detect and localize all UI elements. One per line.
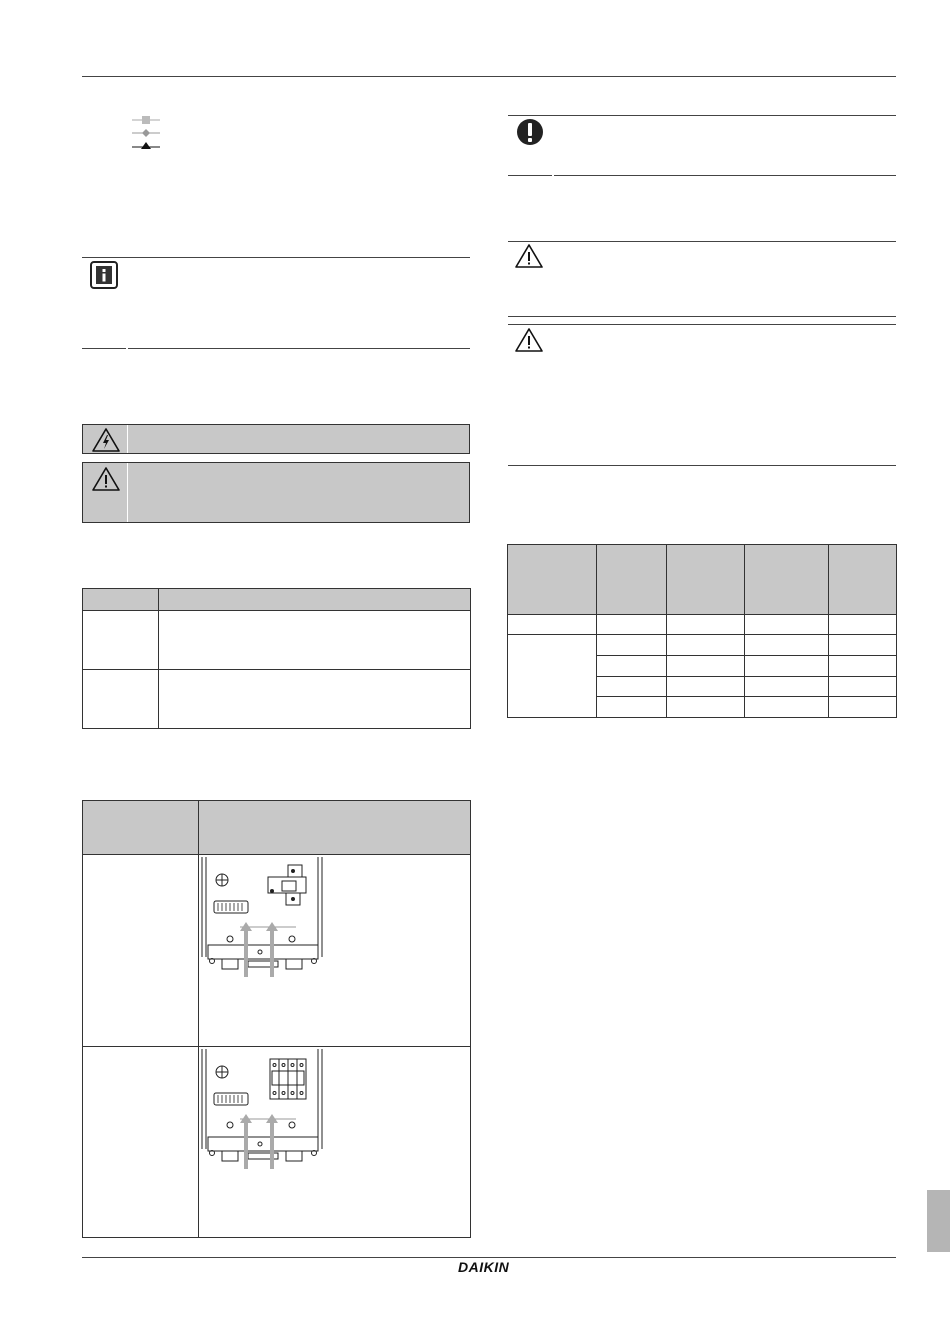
notice-box-bottom-rule: [554, 175, 896, 176]
notice-box-bottom-rule-short: [508, 175, 552, 176]
info-box: [82, 258, 470, 348]
terminal-box-diagram-2: [200, 1049, 325, 1174]
table-row-divider: [83, 1046, 470, 1047]
info-box-bottom-rule: [128, 348, 470, 349]
notice-box-top-rule: [508, 115, 896, 116]
info-box-bottom-rule-short: [82, 348, 126, 349]
warning-box-gray: [82, 462, 470, 523]
header-rule: [82, 76, 896, 77]
diagram-table-header: [83, 801, 470, 855]
caution-box-1-top-rule: [508, 241, 896, 242]
legend-markers: [132, 114, 164, 154]
exclamation-notice-icon: [516, 118, 544, 146]
spec-table-1-header: [83, 589, 470, 611]
spec-table-1: [82, 588, 471, 729]
caution-box-2-bottom-rule: [508, 465, 896, 466]
table-row-divider: [508, 634, 896, 635]
caution-box-1-bottom-rule: [508, 316, 896, 317]
spec-table-2: [507, 544, 897, 718]
information-icon: [90, 261, 118, 289]
gray-diamond-marker-icon: [132, 129, 160, 137]
side-tab: [927, 1190, 950, 1252]
table-row-divider: [596, 655, 896, 656]
table-row-divider: [83, 669, 470, 670]
terminal-box-diagram-1: [200, 857, 325, 982]
warning-triangle-icon: [514, 327, 544, 353]
diagram-table: [82, 800, 471, 1238]
legend: [132, 114, 164, 154]
electrical-hazard-bar: [82, 424, 470, 454]
spec-table-2-header: [508, 545, 896, 615]
footer-rule: [82, 1257, 896, 1258]
warning-triangle-icon: [91, 466, 121, 492]
gray-square-marker-icon: [132, 116, 160, 124]
daikin-logo: DAIKIN: [458, 1259, 510, 1275]
table-row-divider: [596, 696, 896, 697]
electrical-hazard-icon: [91, 427, 121, 453]
black-triangle-marker-icon: [132, 142, 160, 149]
warning-triangle-icon: [514, 243, 544, 269]
table-row-divider: [596, 676, 896, 677]
caution-box-2-top-rule: [508, 324, 896, 325]
